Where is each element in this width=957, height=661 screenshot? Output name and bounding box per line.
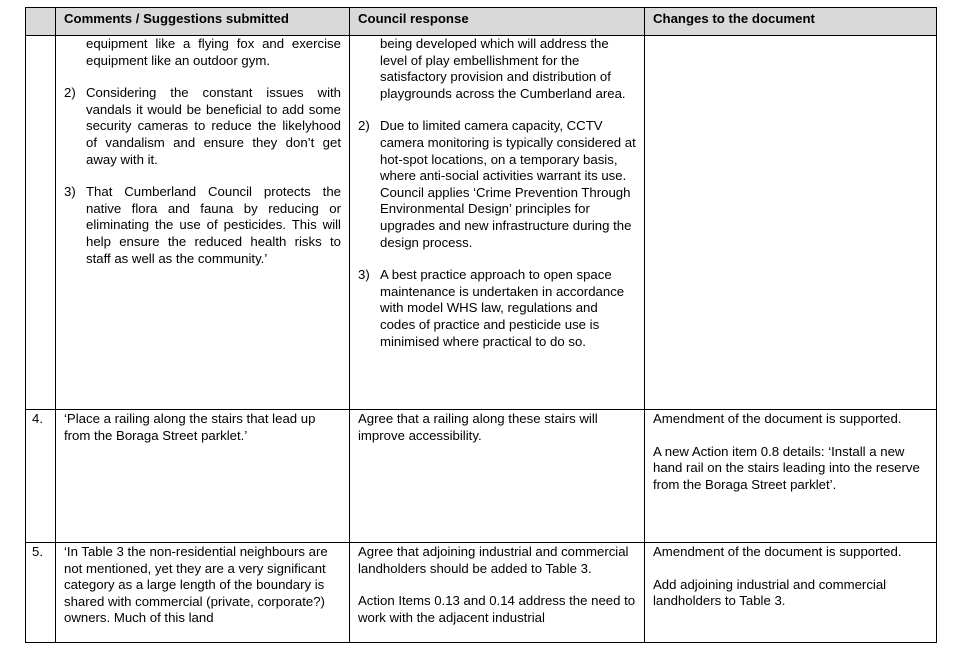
response-text: being developed which will address the level of play embellishment for the satisfactory provision and distribution of playgrounds across the Cumberland area. [380,36,626,101]
list-item: 2) Considering the constant issues with vandals it would be beneficial to add some security cameras to reduce the likelyhood of vandalism and ensure they don’t get away with it. [64,85,341,167]
table-row [26,36,937,410]
changes-cell [645,36,937,410]
row-number [26,36,56,410]
header-comments: Comments / Suggestions submitted [56,8,350,36]
comment-cell: ‘Place a railing along the stairs that lead up from the Boraga Street parklet.’ [56,410,350,543]
submissions-table [25,7,937,643]
list-item: 3) That Cumberland Council protects the native flora and fauna by reducing or eliminating the use of pesticides. This will help ensure the reduced health risks to staff as well as the community.’ [64,184,341,266]
response-cell: Agree that a railing along these stairs will improve accessibility. [350,410,645,543]
comment-cell: ‘In Table 3 the non-residential neighbours are not mentioned, yet they are a very significant category as a large length of the boundary is shared with commercial (private, corporate?) owners. Much of this land [56,543,350,643]
header-changes: Changes to the document [645,8,937,36]
row-number: 5. [26,543,56,643]
table-row [26,543,937,643]
row-number: 4. [26,410,56,543]
header-row [26,8,937,36]
changes-cell: Amendment of the document is supported. Add adjoining industrial and commercial landholders to Table 3. [645,543,937,643]
response-cell [350,36,645,410]
header-number [26,8,56,36]
comment-cell [56,36,350,410]
header-council-response: Council response [350,8,645,36]
response-cell: Agree that adjoining industrial and commercial landholders should be added to Table 3. Action Items 0.13 and 0.14 address the need to work with the adjacent industrial [350,543,645,643]
list-item: 3) A best practice approach to open space maintenance is undertaken in accordance with model WHS law, regulations and codes of practice and pesticide use is minimised where practical to do so. [358,267,625,349]
changes-cell: Amendment of the document is supported. A new Action item 0.8 details: ‘Install a new hand rail on the stairs leading into the reserve from the Boraga Street parklet’. [645,410,937,543]
table-row [26,410,937,543]
comment-text: equipment like a flying fox and exercise equipment like an outdoor gym. [86,36,341,68]
list-item: 2) Due to limited camera capacity, CCTV camera monitoring is typically considered at hot-spot locations, on a temporary basis, where anti-social activities warrant its use. Council applies ‘Crime Prevention Through Environmental Design’ principles for upgrades and new infrastructure during the design process. [358,118,636,250]
